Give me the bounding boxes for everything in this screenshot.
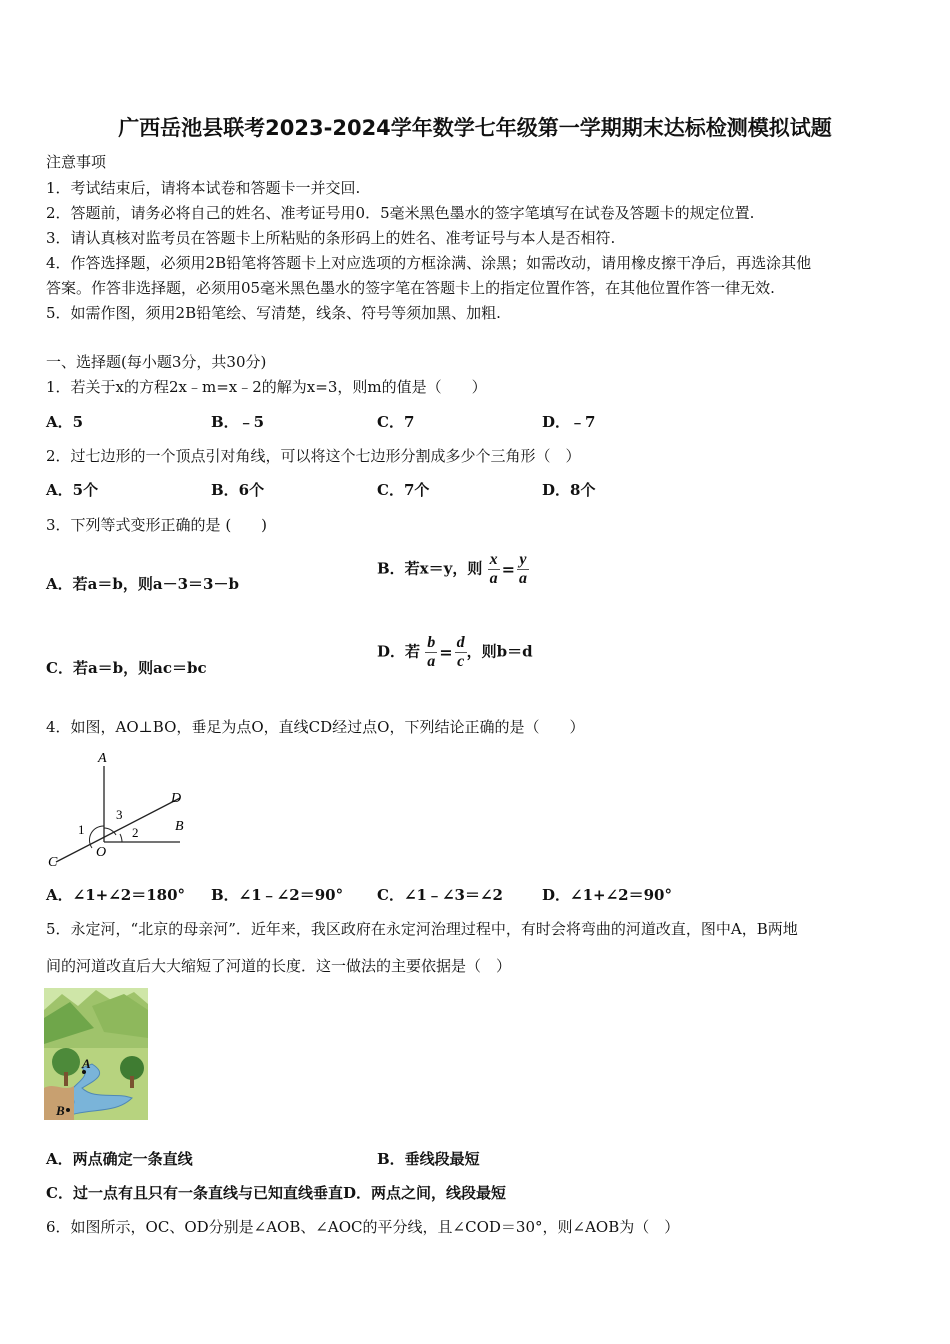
q3-option-b: [377, 551, 529, 588]
fraction: [488, 551, 500, 588]
point-o-label: O: [96, 845, 107, 860]
q2-option-c: C．7个: [377, 481, 430, 499]
q3-option-a: A．若a＝b，则a－3＝3－b: [46, 575, 239, 593]
equals-sign: =: [439, 643, 453, 662]
point-a-label: A: [82, 1056, 91, 1071]
point-b-label: B: [56, 1103, 65, 1118]
denominator: a: [427, 653, 436, 670]
q5-option-c-text: C．过一点有且只有一条直线与已知直线垂直: [46, 1184, 343, 1202]
point-a-label: A: [98, 751, 107, 766]
point-c-label: C: [48, 855, 58, 870]
q2-option-d: D．8个: [542, 481, 596, 499]
q3-option-b-text: B．若x＝y，则: [377, 559, 483, 578]
q5-option-a: A．两点确定一条直线: [46, 1150, 193, 1168]
question-4-stem: 4．如图，AO⊥BO，垂足为点O，直线CD经过点O，下列结论正确的是（ ）: [46, 718, 585, 736]
angle-3-label: 3: [116, 807, 123, 822]
fraction: [517, 551, 529, 588]
q3-option-d-tail: ，则b＝d: [466, 642, 533, 661]
q3-option-d-text: D．若: [377, 642, 421, 661]
question-2-stem: 2．过七边形的一个顶点引对角线，可以将这个七边形分割成多少个三角形（ ）: [46, 447, 581, 465]
notes-item: 3．请认真核对监考员在答题卡上所粘贴的条形码上的姓名、准考证号与本人是否相符.: [46, 229, 616, 247]
q4-option-c: C．∠1﹣∠3＝∠2: [377, 886, 503, 904]
q3-option-c: C．若a＝b，则ac＝bc: [46, 659, 207, 677]
q4-option-d: D．∠1+∠2＝90°: [542, 886, 672, 904]
numerator: d: [456, 634, 465, 651]
point-b-label: B: [175, 819, 184, 834]
angle-2-label: 2: [132, 825, 139, 840]
fraction: [455, 634, 467, 671]
section-heading: 一、选择题(每小题3分，共30分): [46, 353, 267, 371]
q1-option-c: C．7: [377, 413, 415, 431]
fraction: [425, 634, 437, 671]
angle-1-label: 1: [78, 822, 85, 837]
notes-item: 2．答题前，请务必将自己的姓名、准考证号用0．5毫米黑色墨水的签字笔填写在试卷及答题卡的规定位置.: [46, 204, 755, 222]
notes-heading: 注意事项: [46, 153, 107, 171]
question-5-stem-continued: 间的河道改直后大大缩短了河道的长度．这一做法的主要依据是（ ）: [46, 957, 512, 975]
equals-sign: =: [501, 560, 515, 579]
point-d-label: D: [171, 791, 182, 806]
q2-option-b: B．6个: [211, 481, 265, 499]
page-title: 广西岳池县联考2023-2024学年数学七年级第一学期期末达标检测模拟试题: [118, 116, 832, 140]
q1-option-b: B．﹣5: [211, 413, 265, 431]
numerator: x: [489, 551, 498, 568]
denominator: c: [457, 653, 465, 670]
q5-option-b: B．垂线段最短: [377, 1150, 480, 1168]
question-1-stem: 1．若关于x的方程2x﹣m=x﹣2的解为x=3，则m的值是（ ）: [46, 378, 487, 396]
q4-angle-figure: [44, 748, 194, 870]
denominator: a: [489, 570, 498, 587]
numerator: y: [517, 551, 529, 570]
q5-option-c: [46, 1182, 506, 1203]
q1-option-d: D．﹣7: [542, 413, 596, 431]
denominator: a: [518, 570, 527, 587]
notes-item: 1．考试结束后，请将本试卷和答题卡一并交回.: [46, 179, 361, 197]
question-3-stem: 3．下列等式变形正确的是 ( ): [46, 516, 268, 534]
numerator: b: [427, 634, 436, 651]
question-5-stem: 5．永定河，“北京的母亲河”．近年来，我区政府在永定河治理过程中，有时会将弯曲的河道改直，图中A，B两地: [46, 920, 798, 938]
q5-river-illustration: [44, 988, 148, 1120]
notes-item: 5．如需作图，须用2B铅笔绘、写清楚，线条、符号等须加黑、加粗.: [46, 304, 501, 322]
q3-option-d: [377, 634, 533, 671]
notes-item: 4．作答选择题，必须用2B铅笔将答题卡上对应选项的方框涂满、涂黑；如需改动，请用橡皮擦干净后，再选涂其他: [46, 254, 812, 272]
question-6-stem: 6．如图所示，OC、OD分别是∠AOB、∠AOC的平分线，且∠COD＝30°，则∠AOB为（ ）: [46, 1218, 680, 1236]
q2-option-a: A．5个: [46, 481, 99, 499]
q4-option-b: B．∠1﹣∠2＝90°: [211, 886, 344, 904]
q5-option-d: D．两点之间，线段最短: [342, 1184, 506, 1202]
q4-option-a: A．∠1+∠2＝180°: [46, 886, 186, 904]
notes-item: 答案。作答非选择题，必须用05毫米黑色墨水的签字笔在答题卡上的指定位置作答，在其他位置作答一律无效.: [46, 279, 775, 297]
q1-option-a: A．5: [46, 413, 84, 431]
